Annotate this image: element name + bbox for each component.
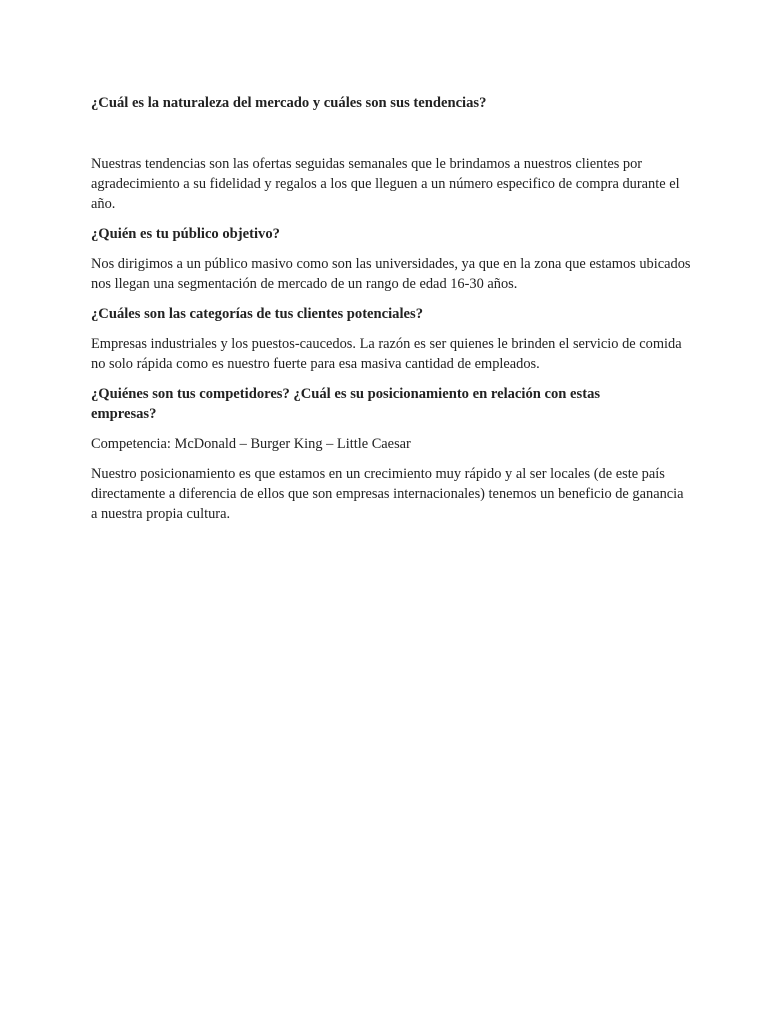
document-page <box>91 93 691 524</box>
section-paragraph-positioning: Nuestro posicionamiento es que estamos en un crecimiento muy rápido y al ser locales (de este país directamente a diferencia de ellos que son empresas internacionales) tenemos un beneficio de ganancia a nuestra propia cultura. <box>91 466 684 522</box>
section-heading-target-audience: ¿Quién es tu público objetivo? <box>91 226 280 242</box>
section-heading-market-nature: ¿Cuál es la naturaleza del mercado y cuáles son sus tendencias? <box>91 95 487 111</box>
section-heading-competitors: ¿Quiénes son tus competidores? ¿Cuál es su posicionamiento en relación con estas empresas? <box>91 386 601 422</box>
section-paragraph-competition: Competencia: McDonald – Burger King – Little Caesar <box>91 436 411 452</box>
section-paragraph-trends: Nuestras tendencias son las ofertas seguidas semanales que le brindamos a nuestros clientes por agradecimiento a su fidelidad y regalos a los que lleguen a un número especifico de compra durante el año. <box>91 156 680 212</box>
section-paragraph-categories: Empresas industriales y los puestos-caucedos. La razón es ser quienes le brinden el servicio de comida no solo rápida como es nuestro fuerte para esa masiva cantidad de empleados. <box>91 336 682 372</box>
section-heading-client-categories: ¿Cuáles son las categorías de tus clientes potenciales? <box>91 306 423 322</box>
section-paragraph-audience: Nos dirigimos a un público masivo como son las universidades, ya que en la zona que estamos ubicados nos llegan una segmentación de mercado de un rango de edad 16-30 años. <box>91 256 691 292</box>
